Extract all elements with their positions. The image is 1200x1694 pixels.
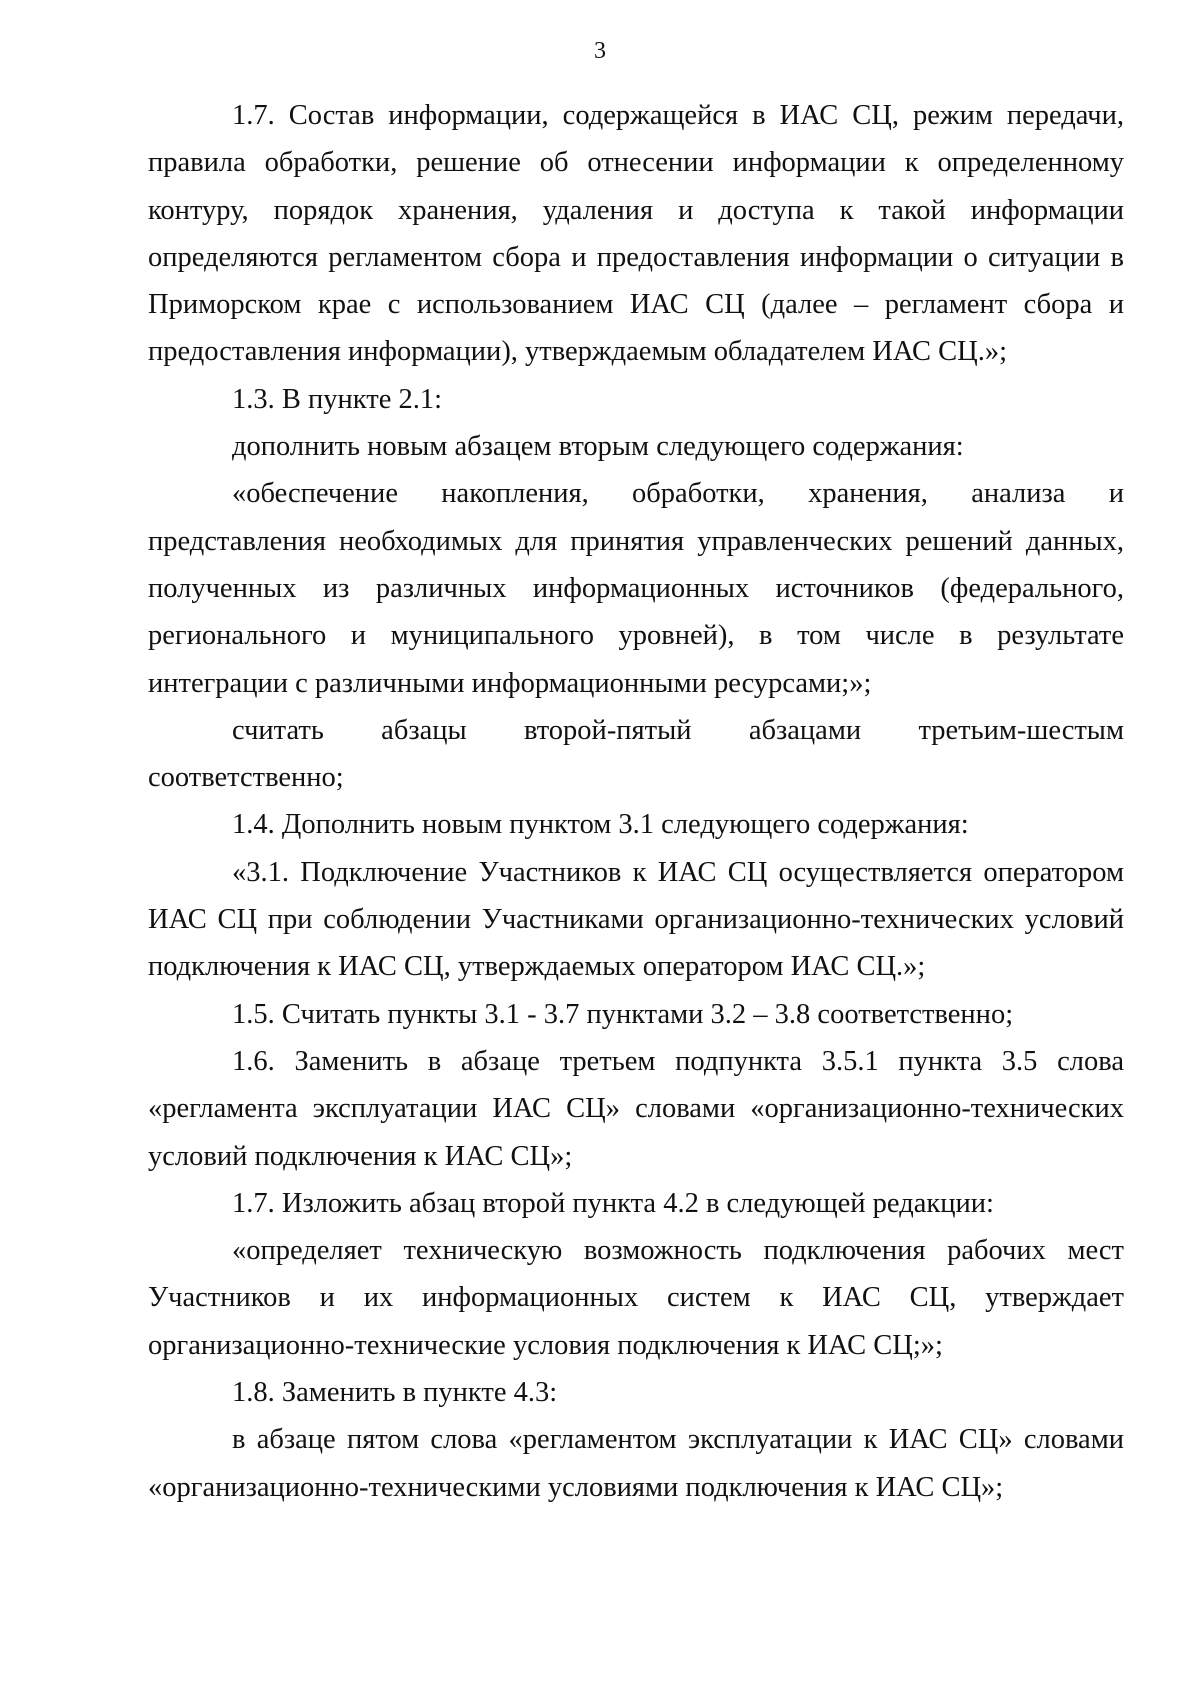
paragraph-quote-accumulation: «обеспечение накопления, обработки, хранения, анализа и представления необходимых для принятия управленческих решений данных, полученных из различных информационных источников (федерального, регионального и муниципального уровней), в том числе в результате интеграции с различными информационными ресурсами;»;: [148, 478, 1124, 699]
paragraph-1-7-heading: 1.7. Изложить абзац второй пункта 4.2 в следующей редакции:: [232, 1187, 994, 1219]
paragraph-1-4-heading: 1.4. Дополнить новым пунктом 3.1 следующего содержания:: [232, 809, 969, 841]
paragraph-quote-defines: «определяет техническую возможность подключения рабочих мест Участников и их информационных систем к ИАС СЦ, утверждает организационно-технические условия подключения к ИАС СЦ;»;: [148, 1235, 1124, 1361]
paragraph-add-second: дополнить новым абзацем вторым следующего содержания:: [232, 431, 964, 463]
paragraph-renumber-abzats: считать абзацы второй-пятый абзацами третьим-шестым соответственно;: [148, 714, 1124, 794]
paragraph-1-6: 1.6. Заменить в абзаце третьем подпункта 3.5.1 пункта 3.5 слова «регламента эксплуатации ИАС СЦ» словами «организационно-технических условий подключения к ИАС СЦ»;: [148, 1045, 1124, 1172]
paragraph-1-7-composition: 1.7. Состав информации, содержащейся в ИАС СЦ, режим передачи, правила обработки, решение об отнесении информации к определенному контуру, порядок хранения, удаления и доступа к такой информации определяются регламентом сбора и предоставления информации о ситуации в Приморском крае с использованием ИАС СЦ (далее – регламент сбора и предоставления информации), утверждаемым обладателем ИАС СЦ.»;: [148, 100, 1124, 368]
paragraph-1-5: 1.5. Считать пункты 3.1 - 3.7 пунктами 3.2 – 3.8 соответственно;: [232, 998, 1014, 1030]
paragraph-1-8-heading: 1.8. Заменить в пункте 4.3:: [232, 1377, 558, 1409]
paragraph-quote-3-1: «3.1. Подключение Участников к ИАС СЦ осуществляется оператором ИАС СЦ при соблюдении Участниками организационно-технических условий подключения к ИАС СЦ, утверждаемых оператором ИАС СЦ.»;: [148, 856, 1124, 983]
paragraph-fifth-abzats: в абзаце пятом слова «регламентом эксплуатации к ИАС СЦ» словами «организационно-техническими условиями подключения к ИАС СЦ»;: [148, 1424, 1124, 1503]
paragraph-1-3-heading: 1.3. В пункте 2.1:: [232, 383, 443, 415]
page-number: 3: [594, 38, 606, 64]
document-body: [148, 92, 1124, 1511]
